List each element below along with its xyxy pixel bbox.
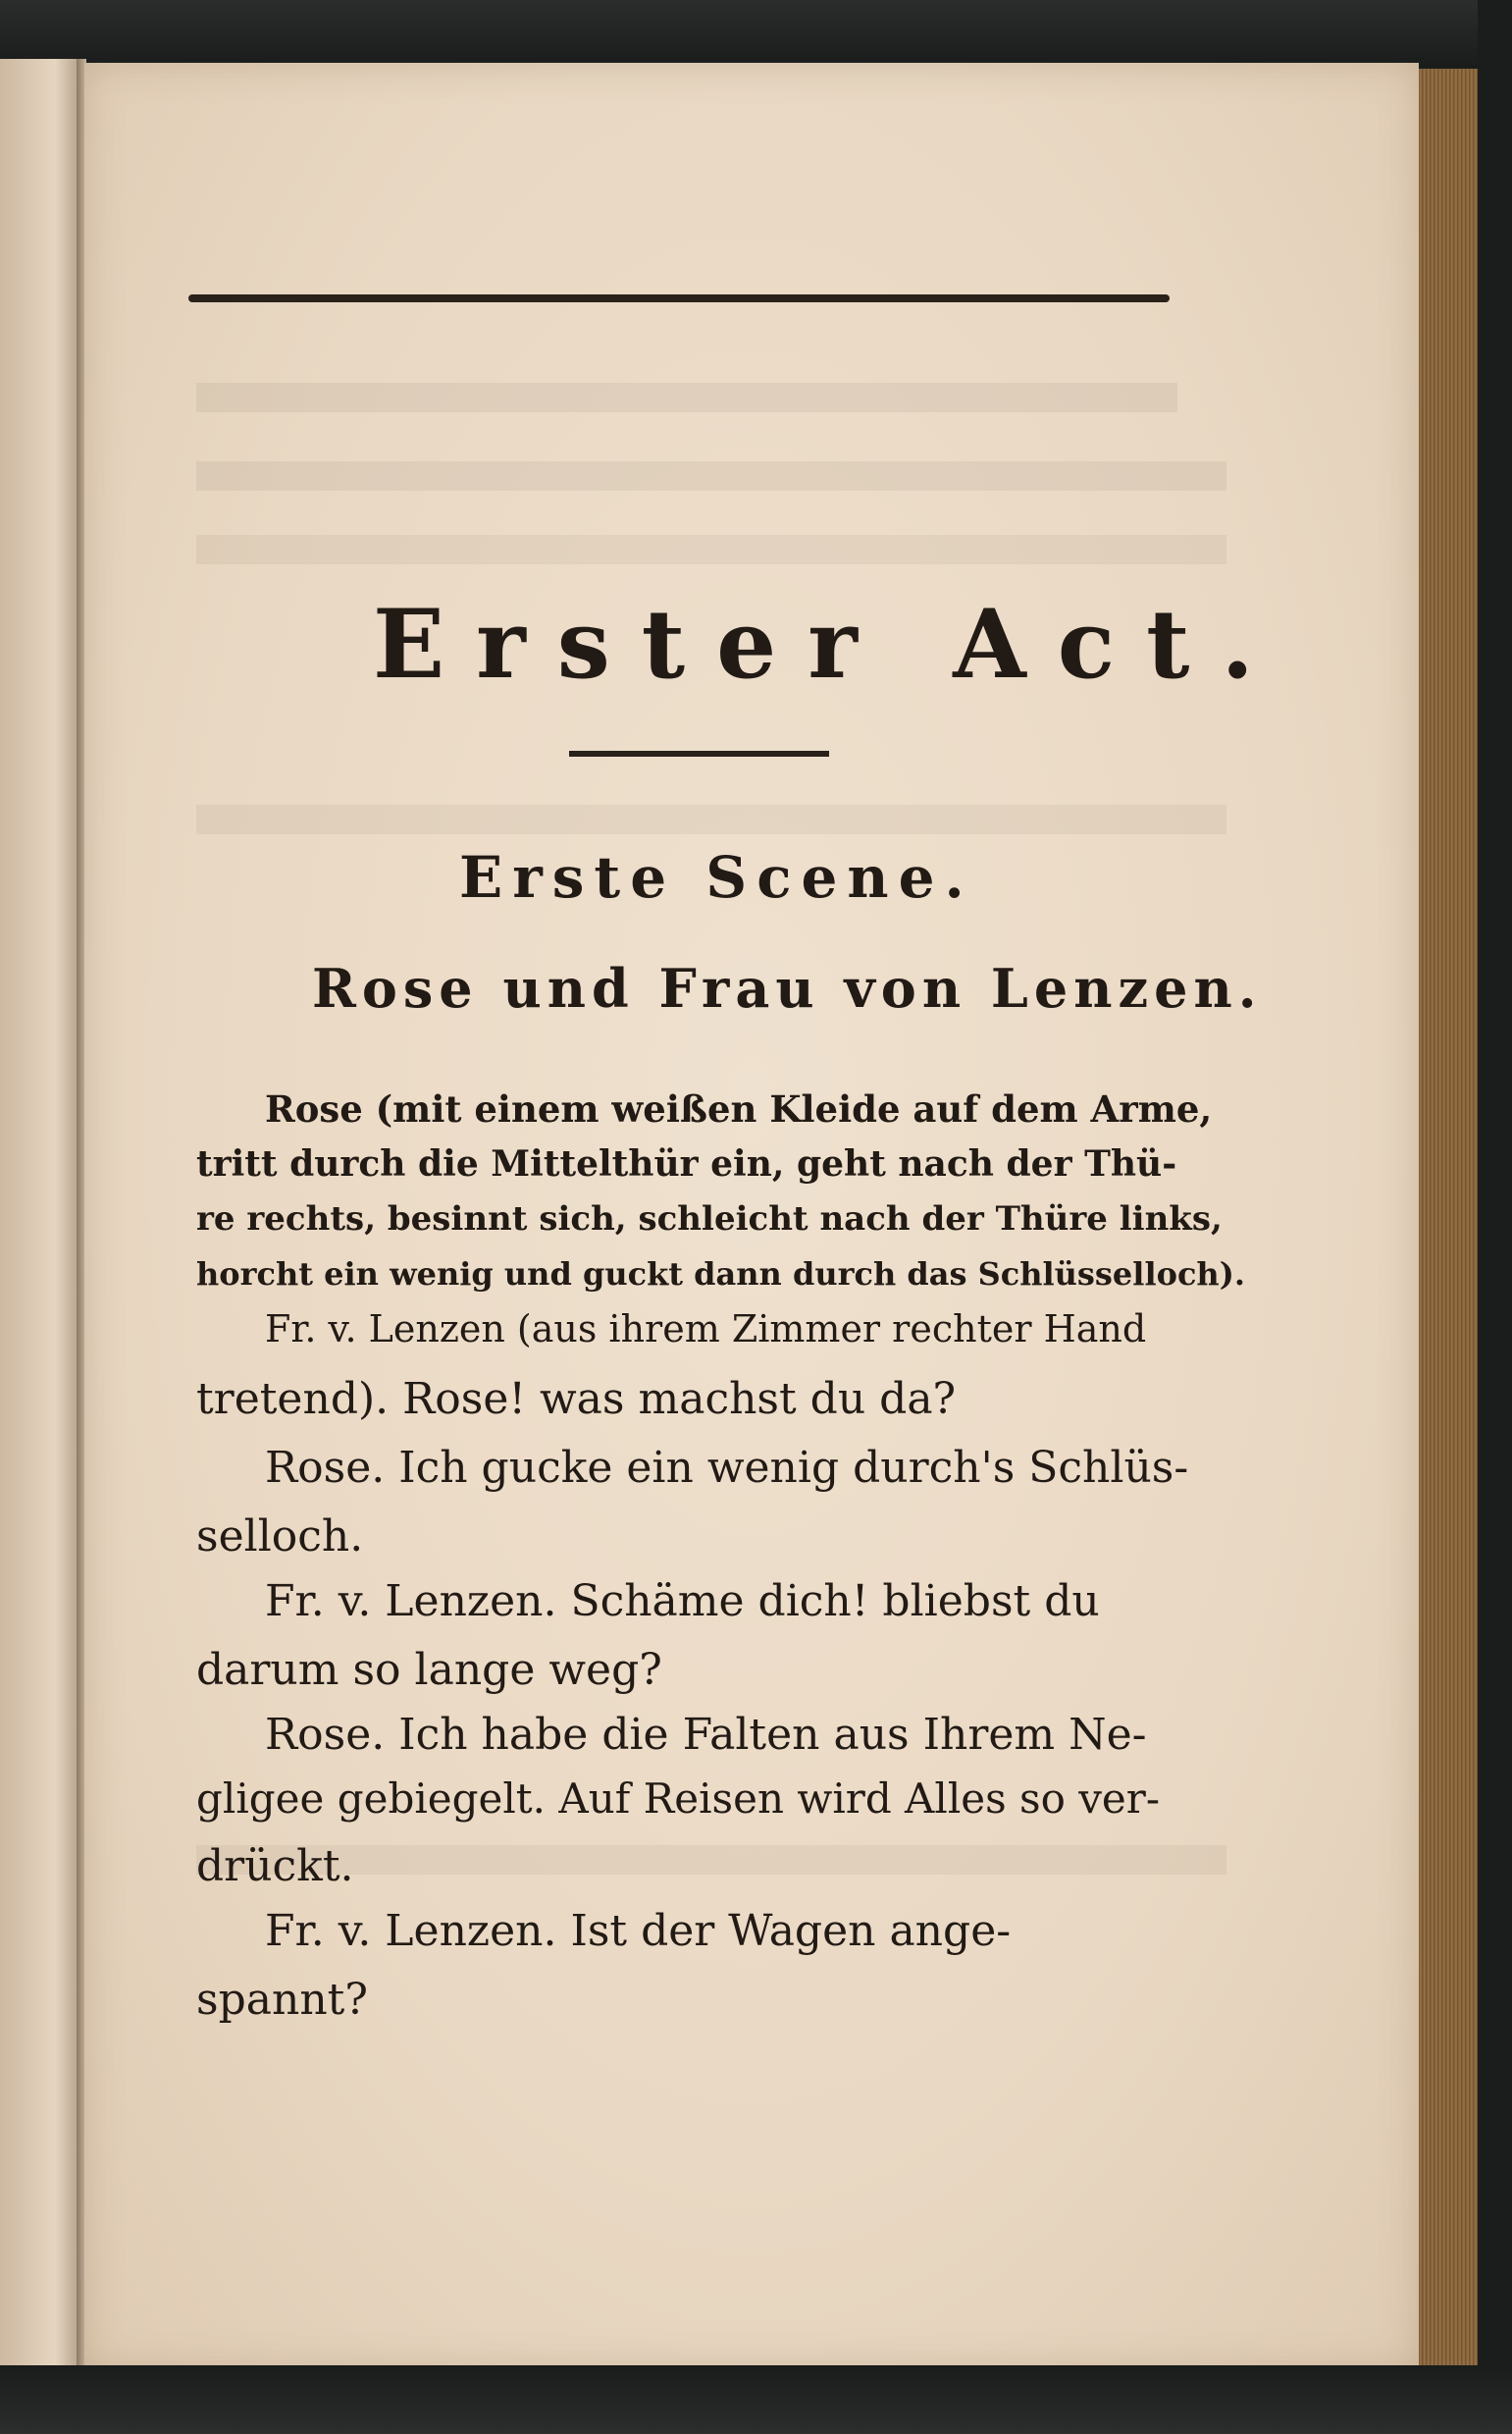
text-line: gligee gebiegelt. Auf Reisen wird Alles so ver-	[196, 1774, 1161, 1823]
show-through	[196, 461, 1226, 491]
text-line: horcht ein wenig und guckt dann durch das Schlüsselloch).	[196, 1255, 1245, 1293]
text-line: drückt.	[196, 1841, 354, 1891]
header-rule	[188, 294, 1170, 302]
text-line: darum so lange weg?	[196, 1645, 662, 1695]
text-line: Rose. Ich gucke ein wenig durch's Schlüs-	[265, 1443, 1189, 1493]
book-cover-right	[1478, 0, 1512, 2434]
text-line: Rose (mit einem weißen Kleide auf dem Arme,	[265, 1087, 1213, 1131]
page-edges	[1419, 69, 1478, 2365]
text-line: spannt?	[196, 1975, 368, 2025]
act-title: Erster Act.	[373, 589, 1285, 700]
show-through	[196, 805, 1226, 834]
text-line: tritt durch die Mittelthür ein, geht nach der Thü-	[196, 1143, 1177, 1185]
show-through	[196, 383, 1177, 412]
act-underline	[569, 751, 829, 757]
text-line: Fr. v. Lenzen (aus ihrem Zimmer rechter Hand	[265, 1307, 1147, 1350]
text-line: Rose. Ich habe die Falten aus Ihrem Ne-	[265, 1710, 1147, 1760]
text-line: Fr. v. Lenzen. Ist der Wagen ange-	[265, 1906, 1012, 1956]
text-line: re rechts, besinnt sich, schleicht nach der Thüre links,	[196, 1199, 1223, 1239]
book-cover-top	[0, 0, 1512, 69]
left-page-edge	[0, 59, 78, 2375]
scene-title: Erste Scene.	[459, 844, 974, 911]
show-through	[196, 535, 1226, 564]
book-cover-bottom	[0, 2365, 1512, 2434]
dramatis-personae: Rose und Frau von Lenzen.	[312, 957, 1263, 1020]
text-line: Fr. v. Lenzen. Schäme dich! bliebst du	[265, 1576, 1100, 1626]
text-line: selloch.	[196, 1511, 364, 1561]
text-line: tretend). Rose! was machst du da?	[196, 1374, 957, 1424]
